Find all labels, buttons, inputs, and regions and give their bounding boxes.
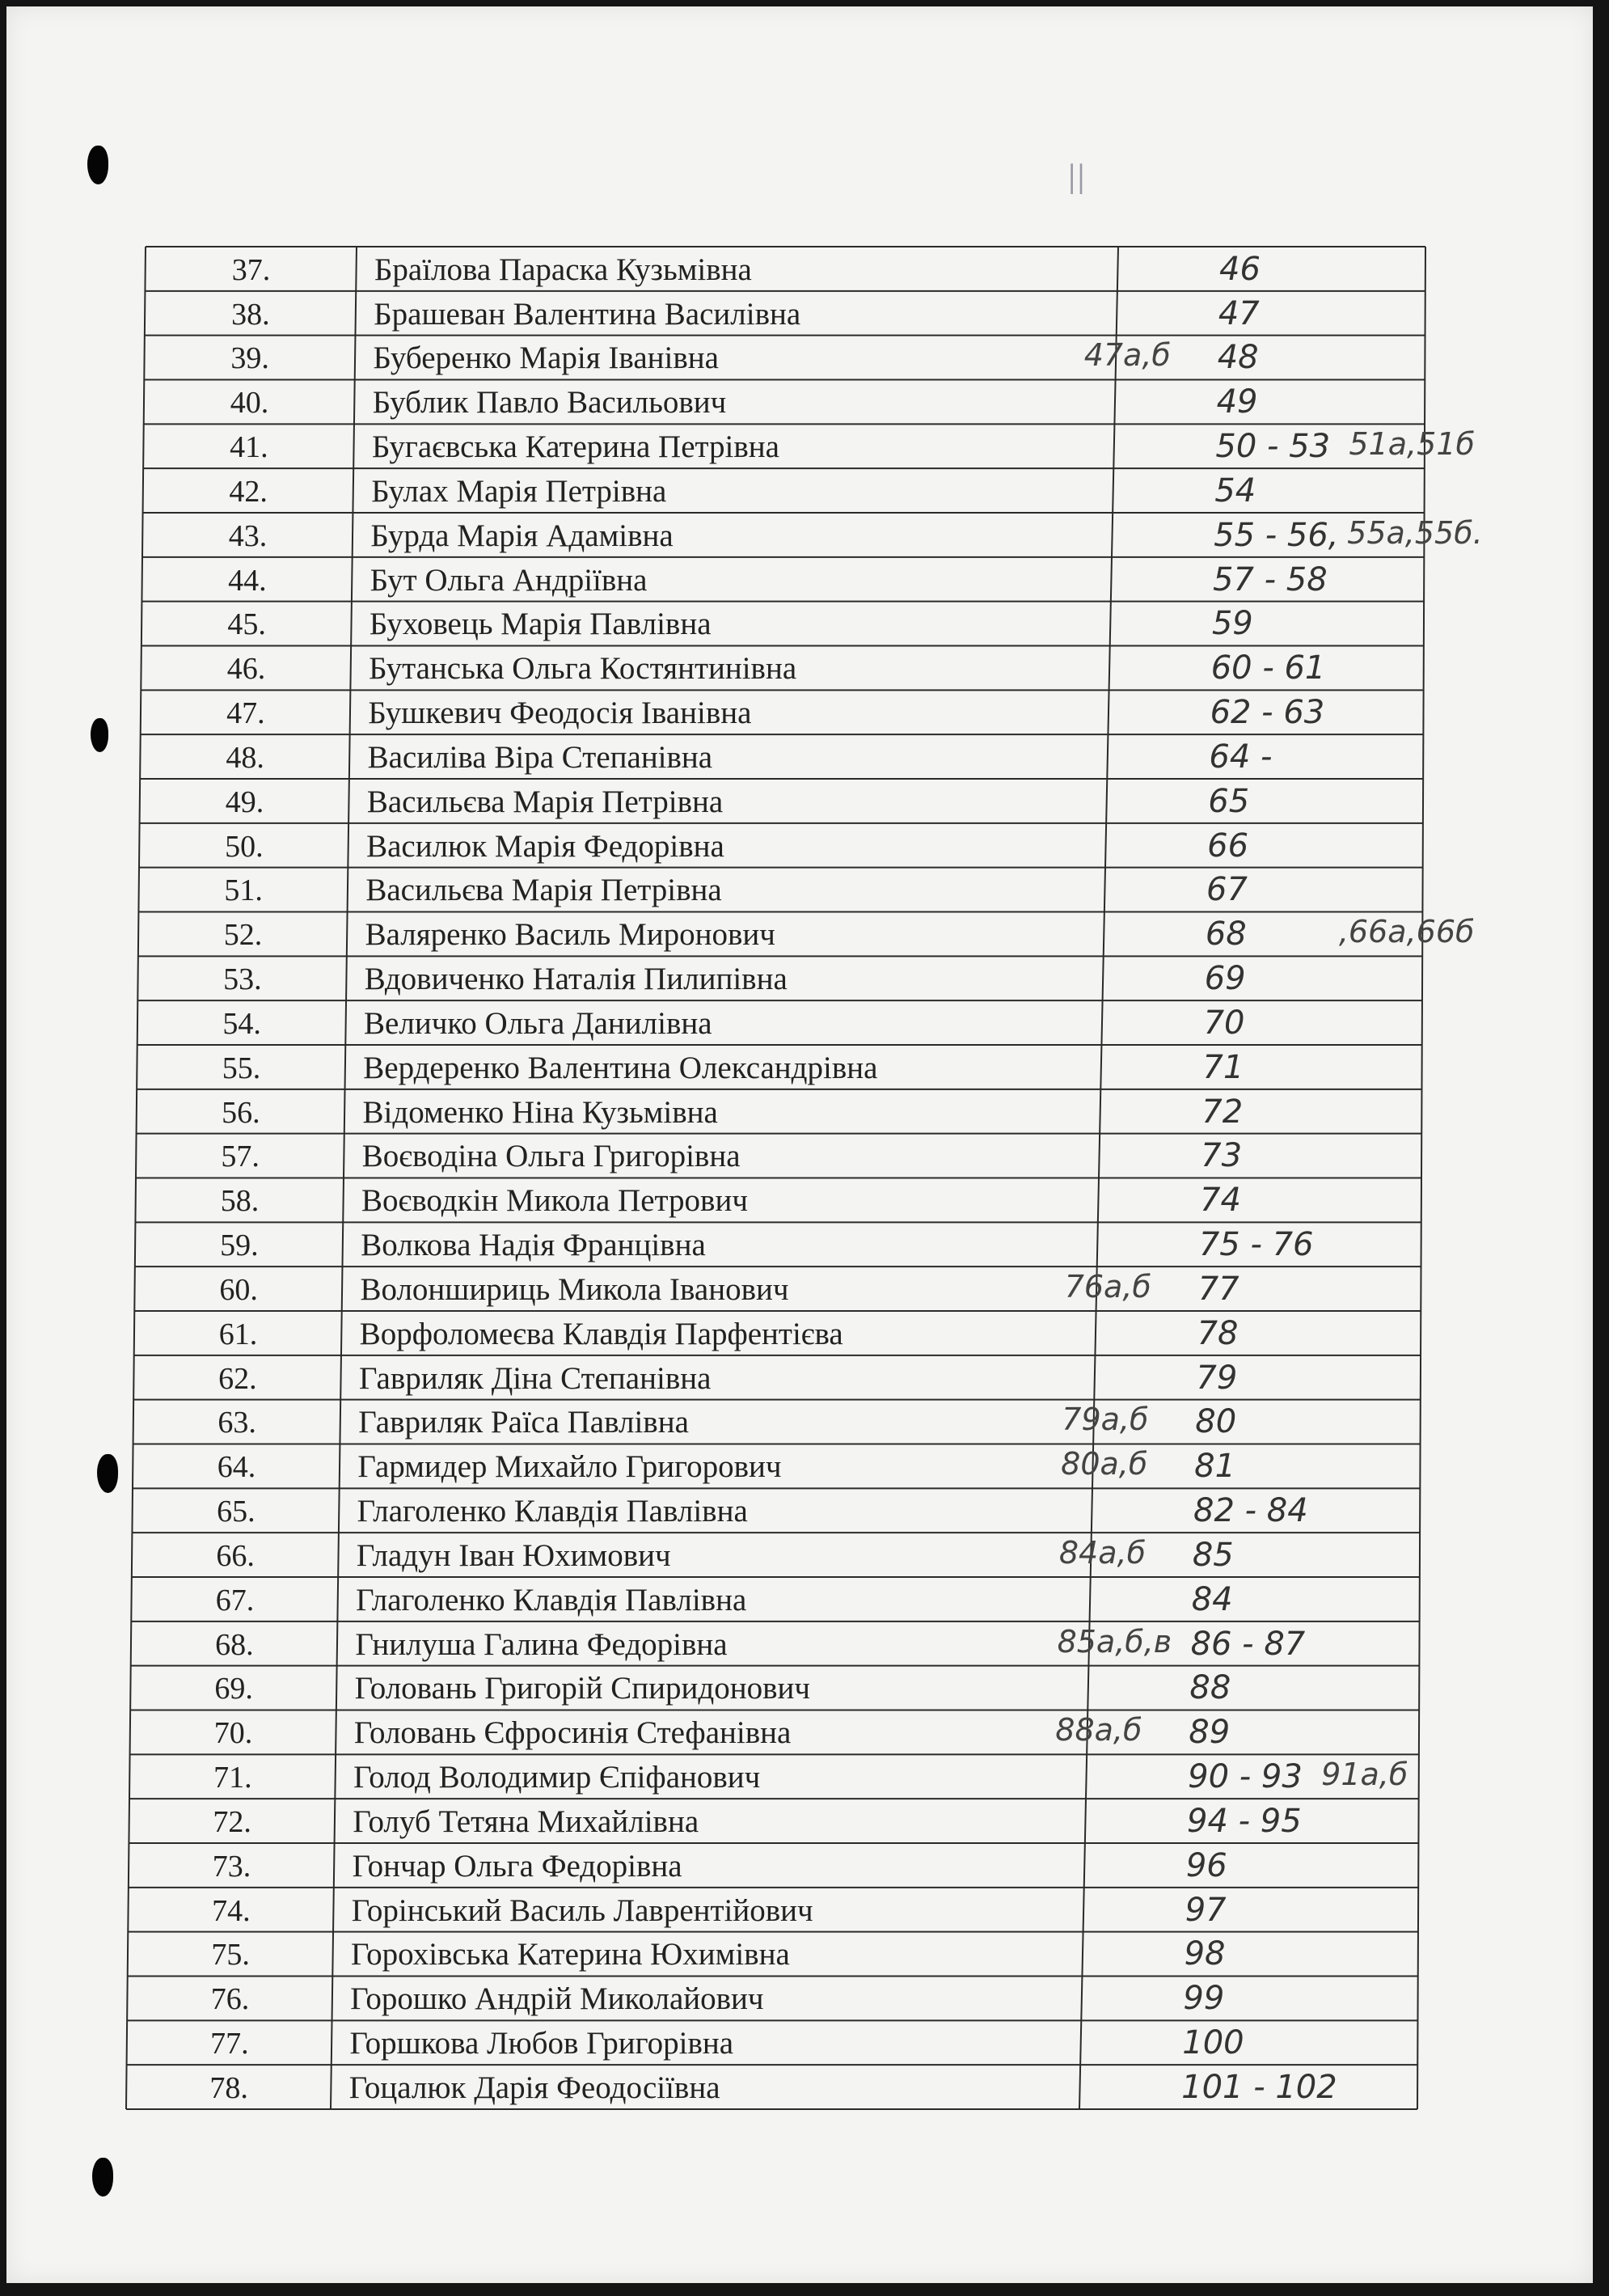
table-row (6, 823, 1593, 868)
records-table (6, 6, 1593, 2283)
page-reference: 84 (1191, 1580, 1233, 1618)
page-reference: 99 (1183, 1980, 1225, 2018)
table-row (6, 2065, 1593, 2109)
person-name: Бут Ольга Андріївна (370, 562, 648, 598)
handwritten-note: 47а,б (1083, 337, 1171, 374)
row-number: 42. (229, 474, 268, 509)
person-name: Васильєва Марія Петрівна (365, 873, 722, 908)
table-row (6, 1400, 1593, 1444)
row-number: 45. (227, 607, 266, 642)
person-name: Браїлова Параска Кузьмівна (374, 252, 752, 287)
row-number: 63. (217, 1406, 256, 1440)
handwritten-note: 84а,б (1058, 1534, 1146, 1571)
row-number: 53. (223, 962, 262, 997)
row-number: 74. (212, 1893, 251, 1928)
handwritten-note: 88а,б (1055, 1712, 1142, 1748)
table-row (6, 291, 1593, 336)
table-row (6, 956, 1593, 1000)
handwritten-note: 76а,б (1064, 1268, 1151, 1304)
row-number: 51. (224, 873, 263, 908)
table-row (6, 734, 1593, 779)
table-row (6, 1577, 1593, 1622)
page-reference: 60 - 61 (1210, 649, 1326, 687)
table-row (6, 1266, 1593, 1311)
person-name: Глаголенко Клавдія Павлівна (357, 1494, 748, 1529)
row-number: 72. (213, 1804, 251, 1839)
row-number: 49. (225, 784, 264, 819)
table-row (6, 1488, 1593, 1533)
person-name: Василіва Віра Степанівна (367, 739, 713, 775)
page-reference: 79 (1196, 1359, 1238, 1397)
person-name: Бублик Павло Васильович (372, 385, 727, 421)
row-number: 61. (218, 1317, 258, 1351)
row-number: 66. (216, 1538, 255, 1573)
person-name: Горінський Василь Лаврентійович (351, 1892, 813, 1928)
page-reference: 66 (1207, 827, 1249, 865)
row-number: 50. (225, 829, 264, 864)
person-name: Бушкевич Феодосія Іванівна (368, 696, 752, 731)
table-row (6, 424, 1593, 468)
table-row (6, 1045, 1593, 1089)
page-reference: 94 - 95 (1187, 1802, 1302, 1840)
table-row (6, 1888, 1593, 1932)
handwritten-note: 80а,б (1061, 1446, 1148, 1482)
person-name: Гавриляк Діна Степанівна (358, 1360, 712, 1396)
table-row (6, 1977, 1593, 2021)
table-row (6, 1000, 1593, 1045)
row-number: 77. (210, 2027, 249, 2061)
person-name: Голод Володимир Єпіфанович (353, 1760, 761, 1795)
row-number: 47. (226, 696, 265, 731)
person-name: Глаголенко Клавдія Павлівна (356, 1582, 747, 1617)
person-name: Гнилуша Галина Федорівна (355, 1626, 728, 1662)
person-name: Гоцалюк Дарія Феодосіївна (348, 2070, 720, 2105)
page-reference: 54 (1214, 471, 1256, 510)
table-row (6, 1710, 1593, 1755)
person-name: Вердеренко Валентина Олександрівна (363, 1050, 878, 1085)
table-row (6, 1622, 1593, 1666)
person-name: Бурда Марія Адамівна (370, 518, 674, 553)
page-reference: 62 - 63 (1210, 694, 1325, 732)
handwritten-note: 91а,б (1321, 1757, 1408, 1793)
table-row (6, 1799, 1593, 1843)
person-name: Гавриляк Раїса Павлівна (358, 1405, 689, 1440)
page-reference: 81 (1194, 1448, 1236, 1486)
row-number: 37. (231, 252, 271, 287)
row-number: 39. (230, 341, 269, 376)
row-number: 65. (217, 1495, 255, 1529)
page-reference: 96 (1185, 1846, 1227, 1884)
table-row (6, 1666, 1593, 1710)
table-row (6, 1089, 1593, 1134)
row-number: 67. (215, 1583, 255, 1617)
table-row (6, 1311, 1593, 1355)
page-reference: 97 (1185, 1891, 1227, 1929)
page-reference: 47 (1218, 294, 1260, 332)
row-number: 59. (220, 1228, 259, 1263)
row-number: 60. (219, 1272, 258, 1307)
page-reference: 46 (1219, 250, 1261, 288)
page-reference: 78 (1197, 1314, 1239, 1352)
row-number: 68. (215, 1627, 254, 1662)
person-name: Буберенко Марія Іванівна (373, 340, 719, 376)
page-reference: 86 - 87 (1190, 1625, 1306, 1663)
row-number: 76. (210, 1982, 250, 2017)
page-reference: 88 (1189, 1669, 1231, 1707)
person-name: Горшкова Любов Григорівна (349, 2026, 734, 2061)
page-reference: 49 (1216, 383, 1258, 421)
table-row (6, 336, 1593, 380)
row-number: 40. (230, 386, 269, 421)
handwritten-note: 55а,55б. (1347, 514, 1483, 551)
row-number: 78. (209, 2070, 248, 2105)
table-row (6, 1178, 1593, 1223)
person-name: Воєводкін Микола Петрович (361, 1183, 748, 1219)
table-row (6, 1444, 1593, 1489)
table-row (6, 380, 1593, 425)
person-name: Гладун Іван Юхимович (356, 1537, 671, 1573)
page-reference: 74 (1200, 1182, 1241, 1220)
page-reference: 73 (1201, 1137, 1243, 1175)
row-number: 64. (217, 1450, 256, 1485)
person-name: Величко Ольга Данилівна (364, 1005, 712, 1041)
person-name: Відоменко Ніна Кузьмівна (362, 1094, 718, 1130)
row-number: 75. (211, 1938, 250, 1973)
person-name: Бугаєвська Катерина Петрівна (371, 429, 779, 465)
person-name: Воєводіна Ольга Григорівна (361, 1139, 741, 1174)
page-reference: 101 - 102 (1181, 2068, 1337, 2106)
person-name: Васильєва Марія Петрівна (366, 784, 724, 819)
page-reference: 71 (1202, 1048, 1244, 1086)
person-name: Волкова Надія Францівна (361, 1228, 706, 1263)
row-number: 57. (221, 1140, 260, 1174)
page-reference: 72 (1201, 1093, 1244, 1131)
page-reference: 89 (1189, 1714, 1231, 1752)
person-name: Брашеван Валентина Василівна (374, 296, 801, 332)
person-name: Буховець Марія Павлівна (369, 607, 712, 642)
row-number: 38. (231, 297, 270, 332)
person-name: Голуб Тетяна Михайлівна (353, 1803, 699, 1839)
row-number: 58. (220, 1184, 260, 1219)
person-name: Волоншириць Микола Іванович (360, 1271, 789, 1307)
page-reference: 64 - (1209, 738, 1273, 776)
table-row (6, 868, 1593, 912)
page-mark: II (1066, 156, 1084, 205)
table-row (6, 247, 1593, 291)
person-name: Бутанська Ольга Костянтинівна (369, 651, 797, 687)
person-name: Гончар Ольга Федорівна (352, 1848, 682, 1884)
row-number: 62. (218, 1361, 257, 1396)
page-reference: 55 - 56, (1214, 516, 1339, 554)
table-row (6, 690, 1593, 734)
person-name: Горошко Андрій Миколайович (350, 1981, 764, 2017)
row-number: 71. (213, 1761, 252, 1795)
person-name: Ворфоломеєва Клавдія Парфентієва (359, 1316, 843, 1351)
table-row (6, 557, 1593, 602)
row-number: 46. (226, 652, 266, 687)
document-page (6, 6, 1593, 2283)
person-name: Василюк Марія Федорівна (366, 828, 724, 864)
row-number: 55. (222, 1051, 261, 1085)
table-row (6, 646, 1593, 691)
person-name: Вдовиченко Наталія Пилипівна (364, 962, 788, 997)
person-name: Валяренко Василь Миронович (365, 917, 775, 953)
handwritten-note: 79а,б (1062, 1402, 1149, 1438)
table-row (6, 468, 1593, 513)
row-number: 44. (228, 563, 267, 598)
row-number: 56. (222, 1095, 260, 1130)
table-row (6, 1355, 1593, 1400)
page-reference: 85 (1192, 1536, 1234, 1574)
handwritten-note: ,66а,66б (1338, 914, 1475, 950)
person-name: Гармидер Михайло Григорович (357, 1449, 782, 1485)
row-number: 70. (213, 1716, 253, 1751)
table-row (6, 912, 1593, 957)
page-reference: 98 (1184, 1935, 1226, 1973)
row-number: 43. (228, 518, 268, 553)
page-reference: 67 (1206, 871, 1248, 909)
table-row (6, 1222, 1593, 1266)
table-row (6, 1843, 1593, 1888)
page-reference: 82 - 84 (1193, 1492, 1308, 1530)
row-number: 54. (222, 1006, 261, 1041)
table-row (6, 779, 1593, 823)
page-reference: 57 - 58 (1213, 560, 1328, 598)
handwritten-note: 51а,51б (1349, 426, 1475, 463)
person-name: Булах Марія Петрівна (371, 473, 667, 509)
page-reference: 75 - 76 (1198, 1226, 1314, 1264)
page-reference: 59 (1211, 605, 1253, 643)
row-number: 48. (226, 740, 264, 775)
page-reference: 77 (1197, 1270, 1239, 1308)
table-row (6, 1932, 1593, 1977)
page-reference: 68 (1205, 915, 1247, 953)
page-reference: 65 (1208, 782, 1250, 820)
handwritten-note: 85а,б,в (1057, 1623, 1172, 1660)
table-row (6, 513, 1593, 557)
table-row (6, 1533, 1593, 1577)
table-row (6, 1134, 1593, 1178)
person-name: Головань Григорій Спиридонович (354, 1671, 810, 1706)
page-reference: 48 (1217, 339, 1259, 377)
row-number: 69. (214, 1672, 253, 1706)
page-reference: 70 (1203, 1004, 1245, 1042)
table-row (6, 2020, 1593, 2065)
table-row (6, 602, 1593, 646)
row-number: 52. (223, 918, 263, 953)
page-reference: 69 (1204, 960, 1246, 998)
page-reference: 90 - 93 (1188, 1758, 1303, 1796)
page-reference: 80 (1195, 1403, 1237, 1441)
person-name: Горохівська Катерина Юхимівна (351, 1937, 790, 1973)
page-reference: 50 - 53 (1215, 428, 1331, 466)
row-number: 41. (230, 430, 268, 465)
page-reference: 100 (1182, 2024, 1244, 2062)
table-row (6, 1754, 1593, 1799)
person-name: Головань Єфросинія Стефанівна (353, 1715, 792, 1751)
row-number: 73. (212, 1849, 251, 1884)
